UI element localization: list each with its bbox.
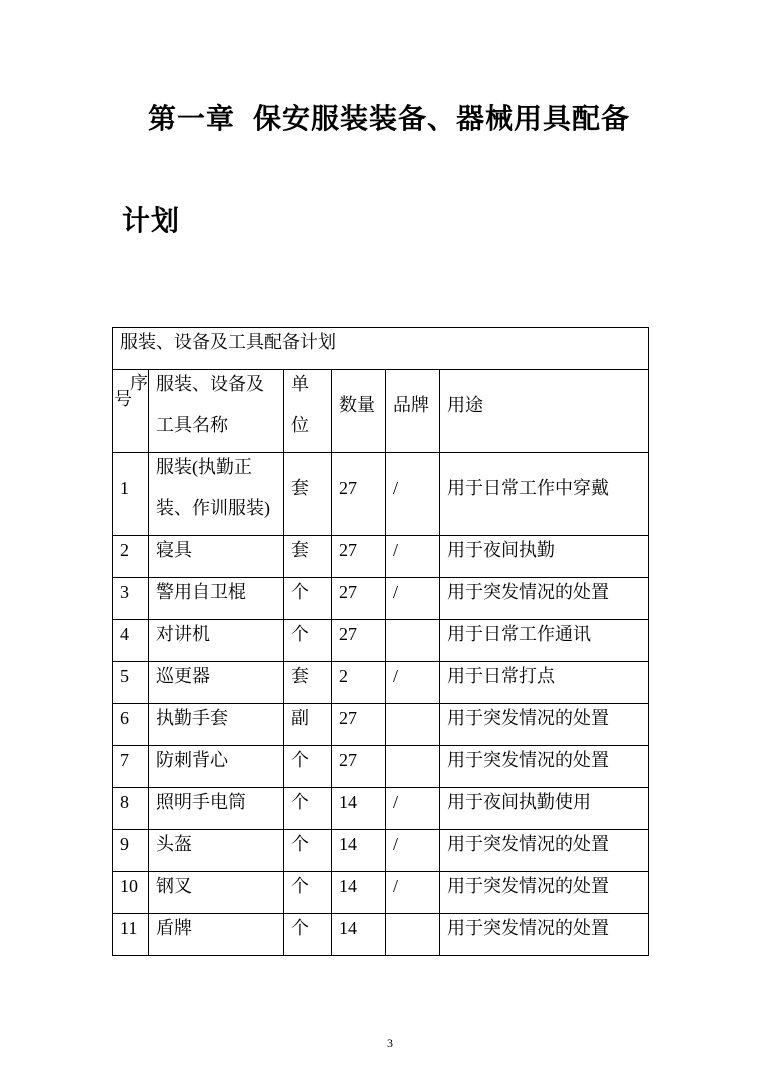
table-caption: 服装、设备及工具配备计划	[113, 328, 649, 370]
item-quantity: 14	[332, 914, 386, 956]
item-unit: 副	[284, 704, 332, 746]
item-quantity: 14	[332, 788, 386, 830]
item-quantity: 27	[332, 746, 386, 788]
item-quantity: 27	[332, 536, 386, 578]
item-name: 钢叉	[149, 872, 284, 914]
item-unit: 个	[284, 872, 332, 914]
item-purpose: 用于日常工作通讯	[440, 620, 649, 662]
table-row	[113, 914, 649, 956]
item-brand: /	[386, 536, 440, 578]
item-purpose: 用于突发情况的处置	[440, 578, 649, 620]
row-number: 1	[113, 453, 149, 536]
item-purpose: 用于突发情况的处置	[440, 746, 649, 788]
table-row	[113, 620, 649, 662]
item-name: 照明手电筒	[149, 788, 284, 830]
header-quantity: 数量	[332, 370, 386, 453]
item-brand	[386, 704, 440, 746]
header-purpose: 用途	[440, 370, 649, 453]
item-unit: 个	[284, 830, 332, 872]
table-row	[113, 662, 649, 704]
item-unit: 套	[284, 536, 332, 578]
item-brand: /	[386, 830, 440, 872]
page-number: 3	[387, 1036, 393, 1050]
row-number: 10	[113, 872, 149, 914]
item-brand	[386, 746, 440, 788]
chapter-title: 第一章 保安服装装备、器械用具配备	[148, 104, 631, 135]
item-name: 盾牌	[149, 914, 284, 956]
header-number: 序号	[113, 370, 149, 453]
item-purpose: 用于日常打点	[440, 662, 649, 704]
row-number: 8	[113, 788, 149, 830]
item-brand: /	[386, 453, 440, 536]
item-name: 头盔	[149, 830, 284, 872]
item-brand	[386, 620, 440, 662]
table-row	[113, 788, 649, 830]
table-row	[113, 578, 649, 620]
row-number: 4	[113, 620, 149, 662]
row-number: 5	[113, 662, 149, 704]
header-name: 服装、设备及工具名称	[149, 370, 284, 453]
item-quantity: 27	[332, 578, 386, 620]
item-purpose: 用于夜间执勤使用	[440, 788, 649, 830]
item-purpose: 用于日常工作中穿戴	[440, 453, 649, 536]
equipment-plan-table	[112, 327, 649, 956]
row-number: 7	[113, 746, 149, 788]
item-unit: 个	[284, 788, 332, 830]
item-name: 警用自卫棍	[149, 578, 284, 620]
table-caption-row	[113, 328, 649, 370]
row-number: 9	[113, 830, 149, 872]
item-brand: /	[386, 788, 440, 830]
row-number: 6	[113, 704, 149, 746]
row-number: 3	[113, 578, 149, 620]
chapter-title-continued: 计划	[122, 206, 181, 237]
item-quantity: 14	[332, 872, 386, 914]
item-name: 防刺背心	[149, 746, 284, 788]
item-quantity: 14	[332, 830, 386, 872]
item-brand	[386, 914, 440, 956]
item-brand: /	[386, 662, 440, 704]
item-purpose: 用于突发情况的处置	[440, 872, 649, 914]
item-unit: 套	[284, 453, 332, 536]
table-header-row	[113, 370, 649, 453]
header-brand: 品牌	[386, 370, 440, 453]
item-unit: 个	[284, 914, 332, 956]
item-brand: /	[386, 872, 440, 914]
item-quantity: 27	[332, 620, 386, 662]
item-name: 对讲机	[149, 620, 284, 662]
table-row	[113, 746, 649, 788]
table-row	[113, 453, 649, 536]
item-purpose: 用于突发情况的处置	[440, 914, 649, 956]
table-row	[113, 872, 649, 914]
item-name: 执勤手套	[149, 704, 284, 746]
item-purpose: 用于夜间执勤	[440, 536, 649, 578]
item-unit: 个	[284, 578, 332, 620]
item-quantity: 27	[332, 704, 386, 746]
item-unit: 个	[284, 746, 332, 788]
item-name: 寝具	[149, 536, 284, 578]
item-unit: 套	[284, 662, 332, 704]
item-purpose: 用于突发情况的处置	[440, 830, 649, 872]
header-unit: 单位	[284, 370, 332, 453]
item-name: 巡更器	[149, 662, 284, 704]
row-number: 11	[113, 914, 149, 956]
item-brand: /	[386, 578, 440, 620]
row-number: 2	[113, 536, 149, 578]
table-row	[113, 536, 649, 578]
item-quantity: 2	[332, 662, 386, 704]
item-name: 服装(执勤正装、作训服装)	[149, 453, 284, 536]
table-row	[113, 830, 649, 872]
item-purpose: 用于突发情况的处置	[440, 704, 649, 746]
item-unit: 个	[284, 620, 332, 662]
item-quantity: 27	[332, 453, 386, 536]
table-row	[113, 704, 649, 746]
